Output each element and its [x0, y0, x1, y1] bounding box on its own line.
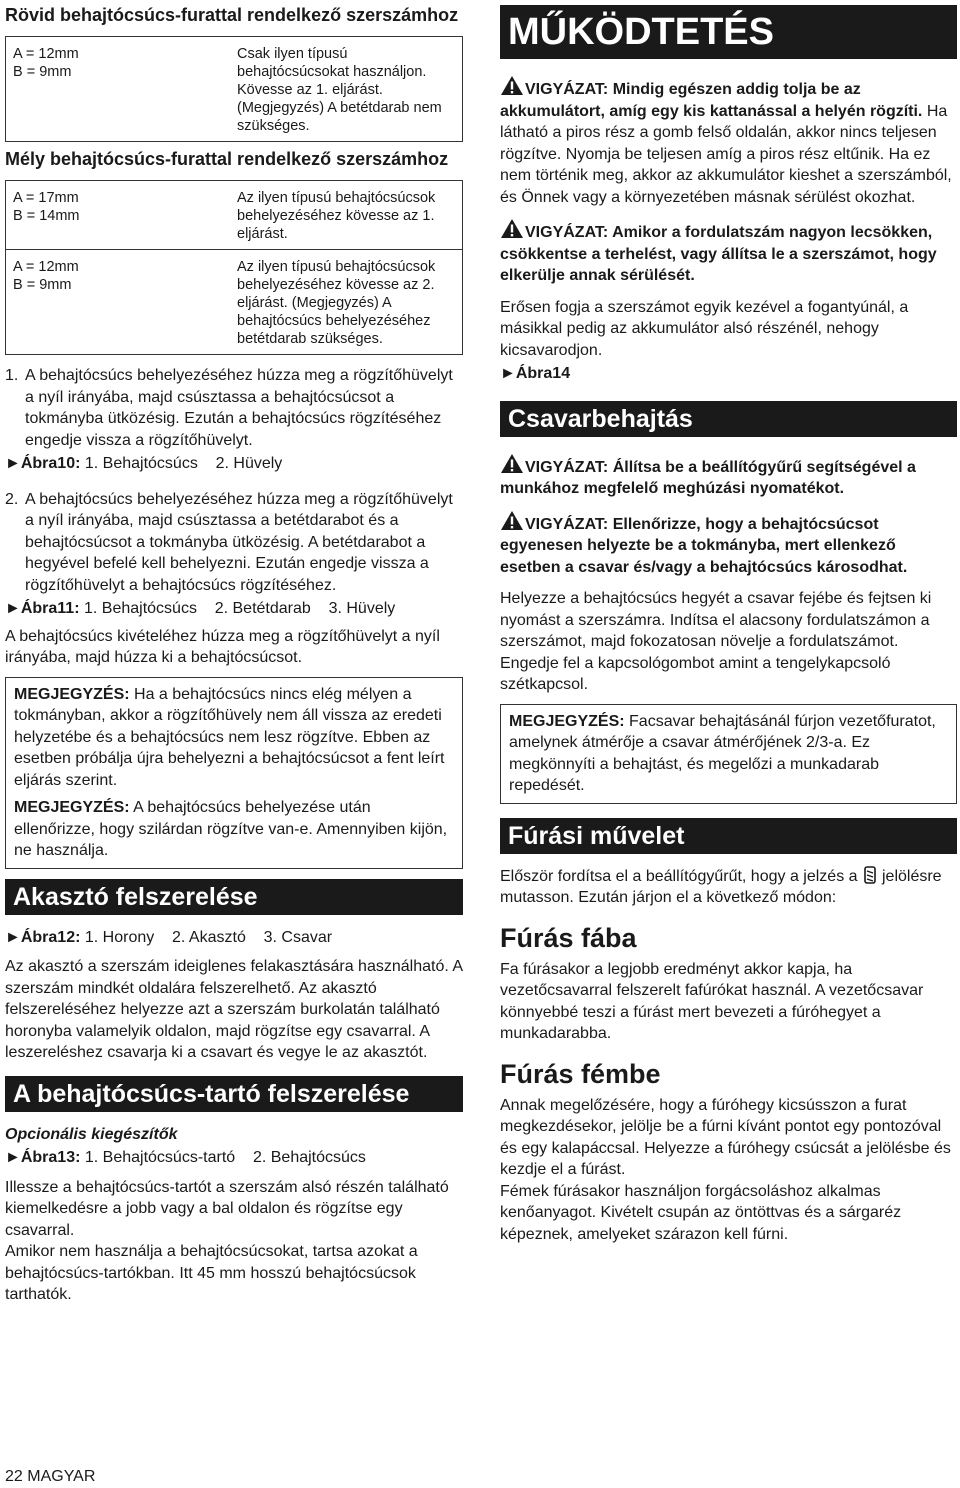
- figure-label: ►Ábra11:: [5, 600, 80, 617]
- figure-ref-10: [5, 453, 463, 475]
- table-row: [6, 37, 463, 142]
- warning-bold-text: Amikor a fordulatszám nagyon lecsökken, csökkentse a terhelést, vagy állítsa le a szerszámot, hogy elkerülje annak sérülését.: [500, 224, 937, 284]
- warning-text: Ha látható a piros rész a gomb felső oldalán, akkor nincs teljesen rögzítve. Nyomja be teljesen amíg a piros rész eltűnik. Ha ez nem történik meg, akkor az akkumulátor kieshet a szerszámból, és Önnek vagy a környezetében másnak sérülést okozhat.: [500, 102, 952, 206]
- note-label: MEGJEGYZÉS:: [14, 799, 130, 816]
- optional-accessories: Opcionális kiegészítők: [5, 1125, 178, 1143]
- note-box: [500, 704, 957, 804]
- metal-text-2: Fémek fúrásakor használjon forgácsoláshoz alkalmas kenőanyagot. Kivételt csupán az öntöttvas és a sárgaréz képeznek, amelyeket szárazon kell fúrni.: [500, 1182, 902, 1243]
- drilling-text: [500, 866, 957, 909]
- deep-bit-table: [5, 180, 463, 355]
- page-footer: 22 MAGYAR: [5, 1468, 96, 1485]
- dimension-cell: [6, 250, 231, 355]
- holder-text-2: Amikor nem használja a behajtócsúcsokat, tartsa azokat a behajtócsúcs-tartókban. Itt 45 mm hosszú behajtócsúcsok tarthatók.: [5, 1243, 418, 1303]
- note-3: [509, 711, 948, 797]
- note-text: Facsavar behajtásánál fúrjon vezetőfuratot, amelynek átmérője a csavar átmérőjének 2/3-a. Ez megkönnyíti a behajtást, és megelőzi a munkadarab repedését.: [509, 712, 936, 794]
- warning-3: [500, 453, 957, 500]
- note-1: [14, 684, 454, 792]
- step-text: A behajtócsúcs behelyezéséhez húzza meg a rögzítőhüvelyt a nyíl irányába, majd csúsztassa a betétdarabot és a behajtócsúcsot a tokmányba ütközésig. A betétdarabot a hegyével befelé kell behelyezni. Ezután engedje vissza a rögzítőhüvelyt a behajtócsúcs rögzítéséhez.: [25, 490, 453, 594]
- dimension-b: B = 14mm: [13, 208, 80, 224]
- figure-items: 1. Horony 2. Akasztó 3. Csavar: [84, 928, 333, 946]
- figure-label: ►Ábra12:: [5, 928, 81, 946]
- step-number: 1.: [5, 367, 19, 384]
- wood-heading: Fúrás fába: [500, 922, 637, 953]
- step-2: [5, 489, 463, 597]
- note-text: Ha a behajtócsúcs nincs elég mélyen a tokmányban, akkor a rögzítőhüvely nem áll vissza az eredeti helyzetébe és a behajtócsúcs nem lesz rögzítve. Ebben az esetben próbálja újra behelyezni a behajtócsúcsot a fent leírt eljárás szerint.: [14, 685, 445, 789]
- drilling-heading: Fúrási művelet: [500, 818, 957, 854]
- metal-text-1: Annak megelőzésére, hogy a fúróhegy kicsússzon a furat megkezdésekor, jelölje be a fúrni kívánt pontot egy pontozóval és egy kalapáccsal. Helyezze a fúróhegy csúcsát a jelölésbe és kezdje el a fúrást.: [500, 1096, 951, 1178]
- dimension-a: A = 17mm: [13, 190, 79, 206]
- operation-heading: MŰKÖDTETÉS: [500, 5, 957, 59]
- step-number: 2.: [5, 490, 19, 508]
- warning-bold-text: Ellenőrizze, hogy a behajtócsúcsot egyenesen helyezte be a tokmányba, mert ellenkező esetben a csavar és/vagy a behajtócsúcs károsodhat.: [500, 515, 908, 576]
- figure-label: ►Ábra10:: [5, 455, 81, 472]
- figure-ref-11: [5, 598, 463, 620]
- removal-text: A behajtócsúcs kivételéhez húzza meg a rögzítőhüvelyt a nyíl irányába, majd húzza ki a behajtócsúcsot.: [5, 627, 440, 666]
- description-cell: Az ilyen típusú behajtócsúcsok behelyezéséhez kövesse az 1. eljárást.: [230, 181, 463, 250]
- warning-triangle-icon: [500, 453, 524, 474]
- dimension-b: B = 9mm: [13, 64, 72, 80]
- warning-label: VIGYÁZAT:: [525, 515, 609, 533]
- wood-text: Fa fúrásakor a legjobb eredményt akkor kapja, ha vezetőcsavarral felszerelt fafúrókat használ. A vezetőcsavar könnyebbé teszi a fúrást mert bevezeti a fúróhegyet a munkadarabba.: [500, 960, 924, 1042]
- warning-2: [500, 218, 957, 287]
- short-bit-table: [5, 36, 463, 142]
- figure-items: 1. Behajtócsúcs 2. Hüvely: [84, 455, 283, 472]
- dimension-b: B = 9mm: [13, 277, 72, 293]
- description-cell: Csak ilyen típusú behajtócsúcsokat használjon. Kövesse az 1. eljárást. (Megjegyzés) A betétdarab nem szükséges.: [230, 37, 463, 142]
- warning-label: VIGYÁZAT:: [525, 81, 609, 98]
- drilling-text-a: Először fordítsa el a beállítógyűrűt, hogy a jelzés a: [500, 867, 858, 885]
- warning-1: [500, 75, 957, 208]
- table-row: [6, 181, 463, 250]
- drill-mode-icon: [864, 866, 876, 884]
- screwdriving-text: Helyezze a behajtócsúcs hegyét a csavar fejébe és fejtsen ki nyomást a szerszámra. Indítsa el alacsony fordulatszámon a szerszámot, majd fokozatosan növelje a fordulatszámot. Engedje fel a kapcsológombot amint a tengelykapcsoló szétkapcsol.: [500, 590, 932, 693]
- figure-label: ►Ábra14: [500, 365, 571, 382]
- table-row: [6, 250, 463, 355]
- dimension-cell: [6, 37, 231, 142]
- description-cell: Az ilyen típusú behajtócsúcsok behelyezéséhez kövesse az 2. eljárást. (Megjegyzés) A behajtócsúcs behelyezéséhez betétdarab szükséges.: [230, 250, 463, 355]
- hold-text: Erősen fogja a szerszámot egyik kezével a fogantyúnál, a másikkal pedig az akkumulátor alsó részénél, nehogy kicsavarodjon.: [500, 298, 909, 359]
- right-column: [500, 0, 957, 1245]
- step-text: A behajtócsúcs behelyezéséhez húzza meg a rögzítőhüvelyt a nyíl irányába, majd csúsztassa a behajtócsúcsot a tokmányba ütközésig. Ezután a behajtócsúcs rögzítéséhez engedje vissza a rögzítőhüvelyt.: [25, 367, 453, 449]
- figure-ref-13: [5, 1147, 463, 1169]
- drilling-text-b: jelölésre mutasson. Ezután járjon el a következő módon:: [500, 867, 942, 906]
- hook-heading: Akasztó felszerelése: [5, 879, 463, 915]
- note-label: MEGJEGYZÉS:: [14, 685, 130, 703]
- note-text: A behajtócsúcs behelyezése után ellenőrizze, hogy szilárdan rögzítve van-e. Amennyiben kijön, ne használja.: [14, 799, 448, 859]
- warning-label: VIGYÁZAT:: [525, 224, 609, 241]
- left-column: [5, 0, 463, 1306]
- hook-text: Az akasztó a szerszám ideiglenes felakasztására használható. A szerszám mindkét oldalára felszerelhető. Az akasztó felszereléséhez helyezze azt a szerszám burkolatán található horonyba valamelyik oldalon, majd rögzítse egy csavarral. A leszereléshez csavarja ki a csavart és vegye le az akasztót.: [5, 958, 463, 1061]
- figure-items: 1. Behajtócsúcs-tartó 2. Behajtócsúcs: [84, 1149, 366, 1166]
- warning-bold-text: Mindig egészen addig tolja be az akkumulátort, amíg egy kis kattanással a helyén rögzíti.: [500, 81, 923, 120]
- note-label: MEGJEGYZÉS:: [509, 712, 625, 730]
- warning-4: [500, 510, 957, 579]
- step-1: [5, 365, 463, 451]
- holder-text-1: Illessze a behajtócsúcs-tartót a szerszám alsó részén található kiemelkedésre a jobb vagy a bal oldalon és rögzítse egy csavarral.: [5, 1178, 449, 1239]
- warning-triangle-icon: [500, 218, 524, 239]
- dimension-a: A = 12mm: [13, 259, 79, 275]
- deep-bit-title: Mély behajtócsúcs-furattal rendelkező szerszámhoz: [5, 149, 449, 169]
- metal-heading: Fúrás fémbe: [500, 1058, 661, 1089]
- figure-ref-12: [5, 927, 463, 949]
- dimension-cell: [6, 181, 231, 250]
- holder-heading: A behajtócsúcs-tartó felszerelése: [5, 1076, 463, 1112]
- warning-bold-text: Állítsa be a beállítógyűrű segítségével a munkához megfelelő meghúzási nyomatékot.: [500, 458, 916, 497]
- figure-label: ►Ábra13:: [5, 1149, 81, 1166]
- figure-items: 1. Behajtócsúcs 2. Betétdarab 3. Hüvely: [83, 600, 396, 617]
- note-2: [14, 797, 454, 862]
- screwdriving-heading: Csavarbehajtás: [500, 401, 957, 437]
- warning-label: VIGYÁZAT:: [525, 458, 609, 476]
- figure-ref-14: [500, 363, 957, 385]
- warning-triangle-icon: [500, 75, 524, 96]
- note-box: [5, 677, 463, 869]
- dimension-a: A = 12mm: [13, 46, 79, 62]
- short-bit-title: Rövid behajtócsúcs-furattal rendelkező szerszámhoz: [5, 5, 459, 25]
- warning-triangle-icon: [500, 510, 524, 531]
